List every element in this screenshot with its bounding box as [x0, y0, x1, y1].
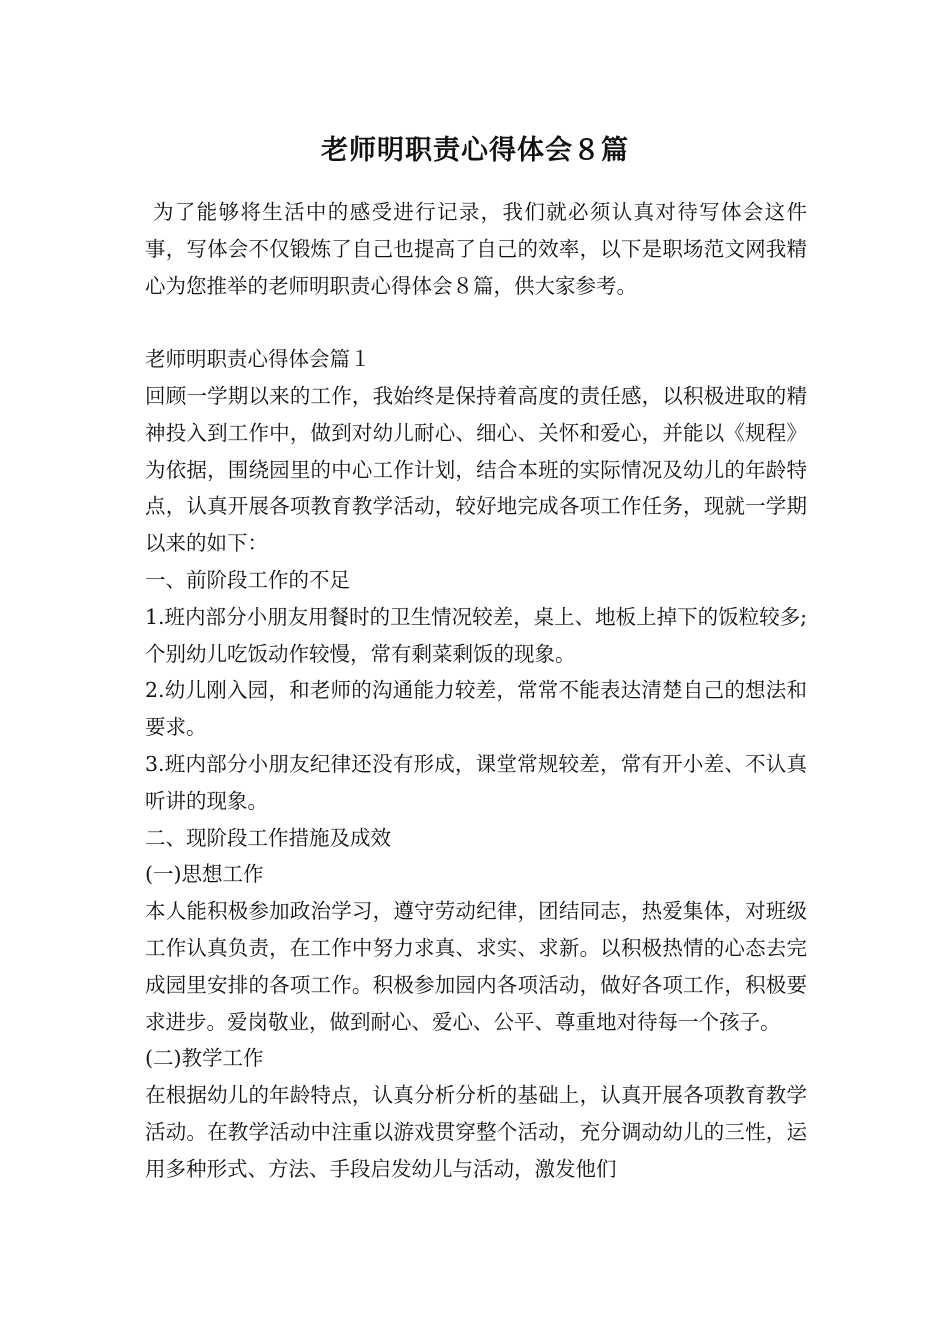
section-title: 老师明职责心得体会篇１: [145, 347, 371, 372]
body-paragraph: 回顾一学期以来的工作，我始终是保持着高度的责任感，以积极进取的精神投入到工作中，做到对幼儿耐心、细心、关怀和爱心，并能以《规程》为依据，围绕园里的中心工作计划，结合本班的实际情况及幼儿的年龄特点，认真开展各项教育教学活动，较好地完成各项工作任务，现就一学期以来的如下：: [145, 383, 807, 556]
section-heading: 二、现阶段工作措施及成效: [145, 825, 391, 850]
document-body: [145, 194, 807, 1188]
section-heading: 一、前阶段工作的不足: [145, 567, 350, 592]
paragraph-spacer: [145, 304, 807, 341]
intro-paragraph: 为了能够将生活中的感受进行记录，我们就必须认真对待写体会这件事，写体会不仅锻炼了自己也提高了自己的效率，以下是职场范文网我精心为您推举的老师明职责心得体会８篇，供大家参考。: [145, 200, 807, 298]
body-paragraph: 在根据幼儿的年龄特点，认真分析分析的基础上，认真开展各项教育教学活动。在教学活动中注重以游戏贯穿整个活动，充分调动幼儿的三性，运用多种形式、方法、手段启发幼儿与活动，激发他们: [145, 1083, 807, 1181]
list-item: 2.幼儿刚入园，和老师的沟通能力较差，常常不能表达清楚自己的想法和要求。: [145, 678, 807, 740]
list-item: 3.班内部分小朋友纪律还没有形成，课堂常规较差，常有开小差、不认真听讲的现象。: [145, 751, 807, 813]
list-item: 1.班内部分小朋友用餐时的卫生情况较差，桌上、地板上掉下的饭粒较多;个别幼儿吃饭动作较慢，常有剩菜剩饭的现象。: [145, 604, 807, 666]
body-paragraph: 本人能积极参加政治学习，遵守劳动纪律，团结同志，热爱集体，对班级工作认真负责，在工作中努力求真、求实、求新。以积极热情的心态去完成园里安排的各项工作。积极参加园内各项活动，做好各项工作，积极要求进步。爱岗敬业，做到耐心、爱心、公平、尊重地对待每一个孩子。: [145, 899, 807, 1034]
document-title: 老师明职责心得体会８篇: [321, 135, 629, 166]
subsection-heading: (二)教学工作: [145, 1046, 264, 1071]
subsection-heading: (一)思想工作: [145, 862, 264, 887]
